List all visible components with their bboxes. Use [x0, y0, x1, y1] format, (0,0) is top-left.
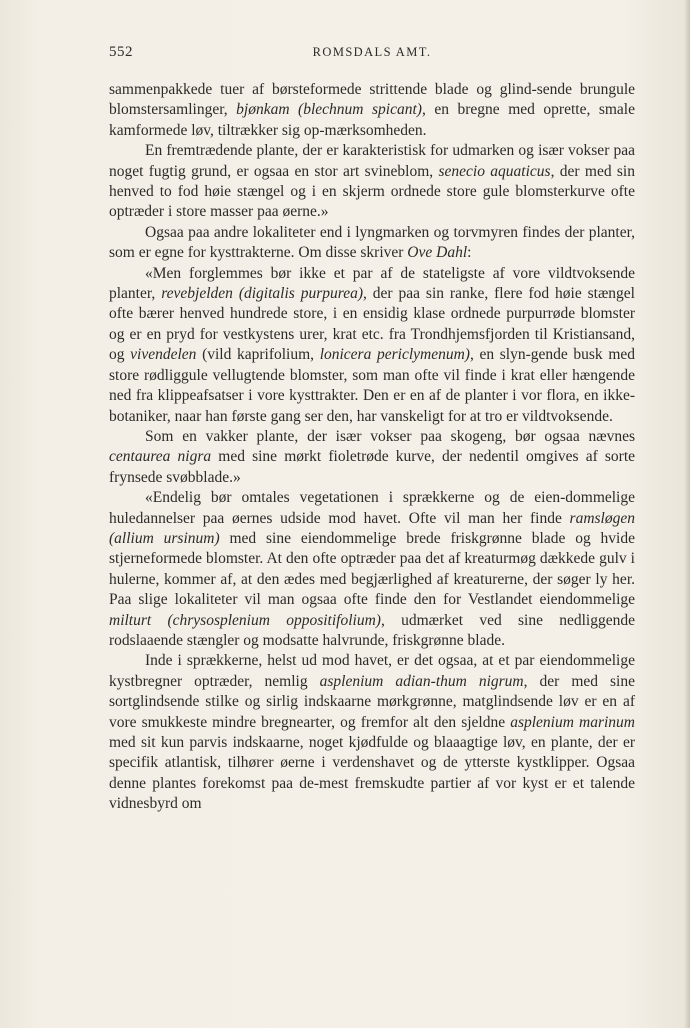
text-run: , en bregne med oprette, smale kamformede løv, tiltrækker sig op-mærksomheden. — [109, 101, 635, 139]
paragraph — [109, 141, 635, 223]
text-run: , der med sine sortglindsende stilke og sirlig indskaarne mørkgrønne, matglindsende løv er en af vore smukkeste mindre bregnearter, og fremfor alt den sjeldne — [109, 672, 635, 731]
text-run: «Men forglemmes bør ikke et par af de stateligste af vore vildtvoksende planter, — [109, 264, 635, 303]
paragraph — [109, 651, 635, 814]
italic-term: ramsløgen (allium ursinum) — [109, 509, 635, 547]
text-run: «Endelig bør omtales vegetationen i sprækkerne og de eien-dommelige huledannelser paa øernes udside mod havet. Ofte vil man her finde — [109, 489, 635, 527]
page-header — [109, 44, 635, 64]
paragraph — [109, 427, 635, 488]
text-run: Inde i sprækkerne, helst ud mod havet, er det ogsaa, at et par eiendommelige kystbregner optræder, nemlig — [109, 652, 635, 690]
text-run: Ogsaa paa andre lokaliteter end i lyngmarken og torvmyren findes der planter, som er egne for kysttrakterne. Om disse skriver — [109, 223, 635, 262]
running-head: ROMSDALS AMT. — [312, 45, 432, 59]
paragraph — [109, 80, 635, 141]
italic-term: centaurea nigra — [109, 448, 212, 466]
text-run: (vild kaprifolium, — [196, 346, 320, 364]
italic-term: revebjelden (digitalis purpurea) — [161, 285, 364, 303]
text-run: sammenpakkede tuer af børsteformede strittende blade og glind-sende brungule blomstersamlinger, — [109, 81, 635, 119]
italic-term: vivendelen — [130, 346, 197, 364]
text-run: Som en vakker plante, der især vokser paa skogeng, bør ogsaa nævnes — [145, 427, 635, 445]
italic-term: bjønkam (blechnum spicant) — [236, 101, 422, 119]
text-run: med sit kun parvis indskaarne, noget kjødfulde og blaaagtige løv, en plante, der er specifik atlantisk, tilhører øerne i verdenshavet og de ytterste kystklipper. Ogsaa denne plantes forekomst paa de-mest fremskudte partier af vor kyst er et talende vidnesbyrd om — [109, 734, 635, 813]
italic-term: Ove Dahl — [407, 244, 468, 262]
page-edge-shadow — [684, 0, 690, 1028]
text-run: med sine eiendommelige brede friskgrønne blade og hvide stjerneformede blomster. At den ofte optræder paa det af kreaturmøg dækkede gulv i hulerne, kommer af, at den ædes med begjærlighed af kreaturerne, der søger ly her. Paa slige lokaliteter vil man ogsaa ofte finde den for Vestlandet eiendommelige — [109, 529, 635, 609]
text-run: , der med sin henved to fod høie stængel og i en skjerm ordnede store gule blomsterkurve ofte optræder i store masser paa øerne.» — [109, 162, 635, 221]
text-run: En fremtrædende plante, der er karakteristisk for udmarken og især vokser paa noget fugtig grund, er ogsaa en stor art svineblom, — [109, 142, 635, 180]
italic-term: lonicera periclymenum) — [319, 346, 470, 364]
paragraph — [109, 223, 635, 264]
text-run: , en slyn-gende busk med store rødliggule vellugtende blomster, som man ofte vil finde i krat eller hængende ned fra klippeafsatser i vore kysttrakter. Den er en af de planter i vor flora, en ikke-botaniker, naar han første gang ser den, har vanskeligt for at tro er vildtvoksende. — [109, 346, 636, 425]
italic-term: asplenium adian-thum nigrum — [319, 672, 524, 690]
italic-term: asplenium marinum — [510, 713, 635, 731]
page-number: 552 — [109, 44, 133, 60]
paragraph — [109, 264, 635, 427]
italic-term: senecio aquaticus — [438, 162, 551, 180]
italic-term: milturt (chrysosplenium oppositifolium) — [109, 611, 381, 629]
text-run: , udmærket ved sine nedliggende rodslaaende stængler og modsatte halvrunde, friskgrønne blade. — [109, 611, 635, 649]
body-text — [109, 80, 635, 815]
text-run: med sine mørkt fioletrøde kurve, der nedentil omgives af sorte frynsede svøbblade.» — [109, 448, 636, 486]
paragraph — [109, 488, 635, 651]
text-run: , der paa sin ranke, flere fod høie stængel ofte bærer henved hundrede store, i en ensidig klase ordnede purpurrøde blomster og er en pryd for vestkystens urer, krat etc. fra Trondhjemsfjorden til Kristiansand, og — [109, 285, 635, 364]
text-run: : — [467, 244, 472, 262]
